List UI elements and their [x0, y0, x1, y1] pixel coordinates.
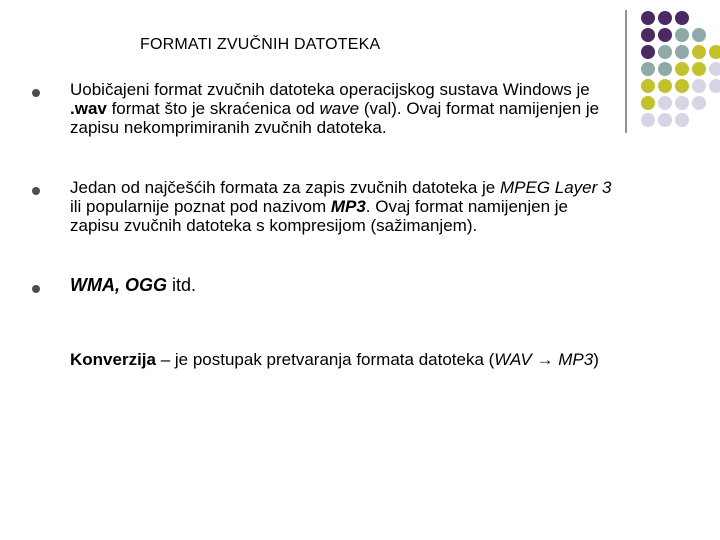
wave-term: wave	[319, 99, 360, 118]
decorative-dot	[675, 28, 689, 42]
slide-title: FORMATI ZVUČNIH DATOTEKA	[140, 36, 381, 53]
mpeg-term: MPEG Layer 3	[499, 178, 612, 197]
bullet-2-line-1-part: Jedan od najčešćih formata za zapis zvučnih datoteka je	[70, 178, 500, 197]
bullet-2-line-2-end: . Ovaj format namijenjen je	[365, 197, 568, 216]
conversion-text: – je postupak pretvaranja formata datoteka (	[155, 350, 495, 369]
wma-ogg-terms: WMA, OGG	[70, 275, 167, 295]
mp3-term: MP3	[330, 197, 366, 216]
conversion-end: )	[593, 350, 599, 369]
conversion-example: WAV → MP3	[494, 350, 594, 369]
decorative-dot	[675, 79, 689, 93]
bullet-text-mp3	[70, 178, 670, 235]
decorative-dot	[692, 62, 706, 76]
bullet-1-line-2	[70, 99, 670, 118]
decorative-dot	[675, 11, 689, 25]
decorative-dot	[675, 45, 689, 59]
bullet-1-line-3: zapisu nekomprimiranih zvučnih datoteka.	[70, 118, 387, 137]
decorative-dot	[709, 79, 720, 93]
decorative-dot	[641, 45, 655, 59]
bullet-text-wma	[70, 276, 670, 295]
bullet-icon	[32, 187, 40, 195]
bullet-3-end: itd.	[167, 275, 197, 295]
decorative-dot	[658, 11, 672, 25]
decorative-dot	[675, 113, 689, 127]
bullet-2-line-2	[70, 197, 670, 216]
decorative-dot	[709, 45, 720, 59]
bullet-2-line-1	[70, 178, 670, 197]
bullet-2-line-3: zapisu zvučnih datoteka s kompresijom (sažimanjem).	[70, 216, 478, 235]
decorative-dot	[692, 45, 706, 59]
decorative-dot	[692, 79, 706, 93]
decorative-dot	[658, 45, 672, 59]
decorative-dot	[641, 62, 655, 76]
bullet-1-line-2-part: format što je skraćenica od	[106, 99, 320, 118]
bullet-1-line-2-end: (val). Ovaj format namijenjen je	[359, 99, 600, 118]
conversion-term: Konverzija	[70, 350, 156, 369]
decorative-dot	[675, 96, 689, 110]
wav-extension: .wav	[70, 99, 107, 118]
decorative-dot	[658, 62, 672, 76]
bullet-2-line-2-part: ili popularnije poznat pod nazivom	[70, 197, 331, 216]
decorative-dot	[692, 28, 706, 42]
conversion-note	[70, 350, 599, 370]
decorative-dot	[641, 28, 655, 42]
decorative-dot	[692, 96, 706, 110]
decorative-dot	[709, 62, 720, 76]
bullet-text-wav	[70, 80, 670, 137]
decorative-dot	[658, 28, 672, 42]
decorative-dot	[675, 62, 689, 76]
bullet-icon	[32, 285, 40, 293]
decorative-dot	[641, 11, 655, 25]
bullet-1-line-1: Uobičajeni format zvučnih datoteka operacijskog sustava Windows je	[70, 80, 590, 99]
bullet-icon	[32, 89, 40, 97]
